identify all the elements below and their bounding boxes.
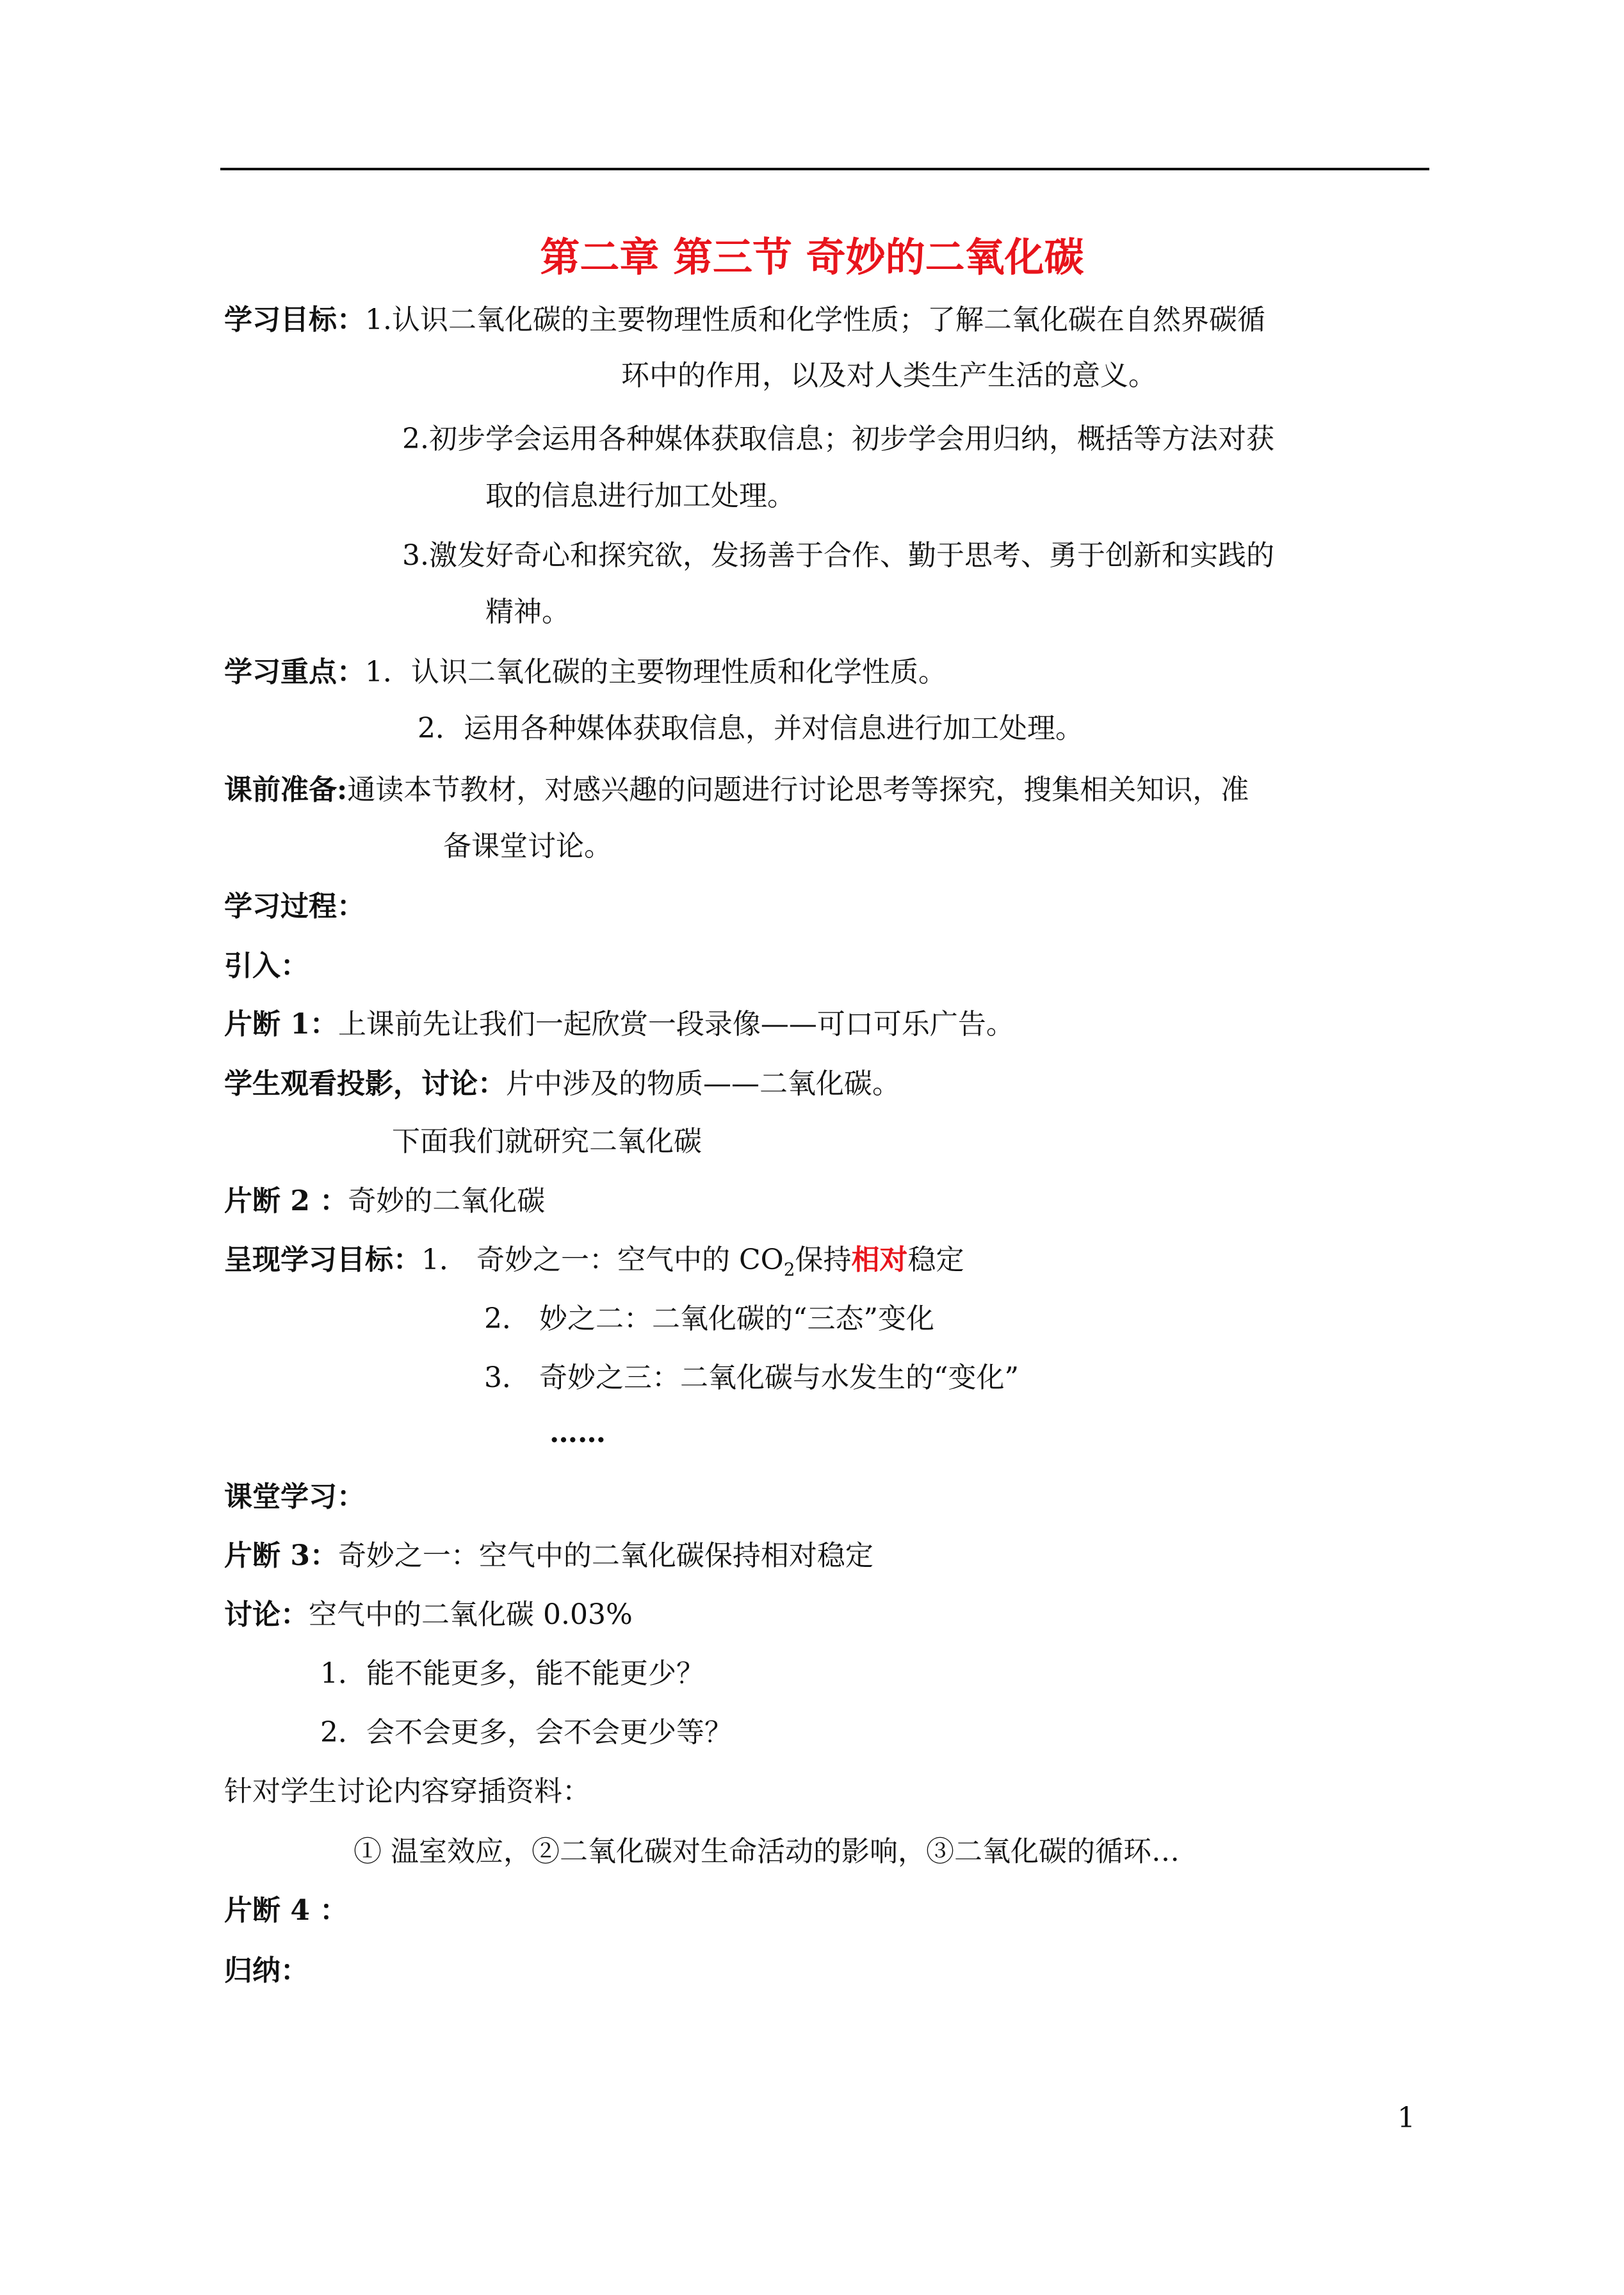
present-item-1c: 稳定 [907,1244,964,1276]
segment-1-label: 片断 1： [224,1008,338,1041]
segment-2 [224,1182,545,1220]
keypoints-line-1 [224,653,946,692]
segment-3-label: 片断 3： [224,1539,338,1572]
present-item-1a: 1． 奇妙之一：空气中的 CO [421,1244,784,1276]
keypoint-1: 1．认识二氧化碳的主要物理性质和化学性质。 [365,656,946,688]
prep-label: 课前准备: [224,774,348,806]
watch-label: 学生观看投影，讨论： [224,1067,506,1100]
present-item-1b: 保持 [795,1244,852,1276]
process-heading: 学习过程： [224,890,365,923]
segment-1-text: 上课前先让我们一起欣赏一段录像——可口可乐广告。 [337,1008,1014,1041]
goal-2b: 取的信息进行加工处理。 [485,480,795,512]
summary-heading: 归纳： [224,1954,309,1987]
discuss-text: 空气中的二氧化碳 0.03% [309,1598,633,1631]
goal-1a: 1.认识二氧化碳的主要物理性质和化学性质；了解二氧化碳在自然界碳循 [365,304,1265,336]
watch-text: 片中涉及的物质——二氧化碳。 [506,1067,900,1100]
keypoints-label: 学习重点： [224,656,365,688]
segment-4-label: 片断 4 ： [224,1894,348,1927]
present-item-1-highlight: 相对 [851,1244,908,1276]
segment-3 [224,1537,873,1575]
discuss-question-1: 1．能不能更多，能不能更少？ [320,1657,704,1690]
segment-3-text: 奇妙之一：空气中的二氧化碳保持相对稳定 [337,1539,873,1572]
discuss-question-2: 2．会不会更多，会不会更少等？ [320,1716,733,1749]
discuss-label: 讨论： [224,1598,309,1631]
goal-1b: 环中的作用，以及对人类生产生活的意义。 [621,359,1157,392]
present-line-1 [224,1241,964,1289]
goals-line-1 [224,301,1265,339]
segment-1 [224,1005,1014,1044]
goal-3b: 精神。 [485,596,570,628]
goals-label: 学习目标： [224,304,365,336]
present-label: 呈现学习目标： [224,1244,421,1276]
watch-line [224,1065,900,1103]
keypoint-2: 2．运用各种媒体获取信息，并对信息进行加工处理。 [418,712,1084,745]
intro-heading: 引入： [224,950,309,982]
present-item-3: 3． 奇妙之三：二氧化碳与水发生的“变化” [484,1361,1019,1394]
prep-text-2: 备课堂讨论。 [443,830,612,863]
page-title: 第二章 第三节 奇妙的二氧化碳 [540,234,1084,280]
segment-2-text: 奇妙的二氧化碳 [348,1185,546,1217]
insert-text: 针对学生讨论内容穿插资料： [224,1775,590,1808]
classroom-heading: 课堂学习： [224,1480,365,1513]
next-text: 下面我们就研究二氧化碳 [392,1125,702,1158]
prep-line-1 [224,771,1249,809]
materials-list: ① 温室效应，②二氧化碳对生命活动的影响，③二氧化碳的循环… [353,1835,1180,1868]
present-item-2: 2． 妙之二：二氧化碳的“三态”变化 [484,1302,934,1335]
discuss-line [224,1596,633,1634]
goal-3a: 3.激发好奇心和探究欲，发扬善于合作、勤于思考、勇于创新和实践的 [402,539,1274,572]
prep-text-1: 通读本节教材，对感兴趣的问题进行讨论思考等探究，搜集相关知识，准 [347,774,1249,806]
segment-2-label: 片断 2 ： [224,1185,348,1217]
page-number: 1 [1397,2102,1415,2134]
co2-subscript: 2 [783,1258,795,1280]
header-rule [220,168,1429,170]
goal-2a: 2.初步学会运用各种媒体获取信息；初步学会用归纳，概括等方法对获 [402,423,1274,455]
ellipsis: …… [549,1416,606,1449]
